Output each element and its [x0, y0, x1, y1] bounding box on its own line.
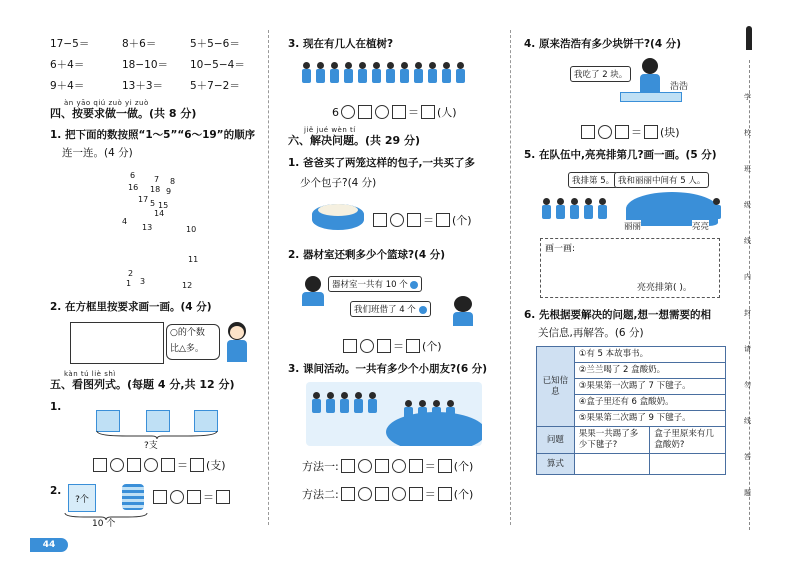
q6-3-text: 3. 课间活动。一共有多少个小朋友?(6 分) [288, 363, 488, 375]
binding-char: 请 [744, 345, 751, 353]
bowl-stack-illustration [122, 484, 144, 510]
binding-char: 学 [744, 93, 751, 101]
q4-name: 浩浩 [670, 82, 689, 92]
answer-box[interactable] [438, 459, 452, 473]
steamer-illustration [312, 198, 364, 230]
formula-label: 算式 [537, 454, 575, 475]
answer-box[interactable] [644, 125, 658, 139]
q6-line1: 6. 先根据要解决的问题,想一想需要的相 [524, 309, 711, 321]
q3-equation: 6 ＝ (人) [332, 105, 457, 119]
drawing-box[interactable] [70, 322, 164, 364]
q4-bubble: 我吃了 2 块。 [570, 66, 631, 82]
answer-box[interactable] [190, 458, 204, 472]
answer-box[interactable] [127, 458, 141, 472]
q6-2-bubble-2: 我们班借了 4 个 [350, 301, 431, 317]
q5-name-liangliang: 亮亮 [692, 222, 710, 232]
answer-box[interactable] [421, 105, 435, 119]
answer-box[interactable] [187, 490, 201, 504]
q3-text: 3. 现在有几人在植树? [288, 38, 394, 50]
q1-line2: 连一连。(4 分) [62, 147, 133, 159]
q5-2-label: ?个 [75, 494, 89, 505]
answer-box[interactable] [438, 487, 452, 501]
operator-circle[interactable] [144, 458, 158, 472]
info-item-4: ④盒子里还有 6 盒酸奶。 [574, 395, 725, 411]
column-right [520, 0, 735, 530]
unit-label: (个) [453, 488, 474, 501]
rocket-icon [746, 26, 752, 50]
operator-circle[interactable] [358, 487, 372, 501]
column-left: 17−5＝ 8＋6＝ 5＋5−6＝ 6＋4＝ 18−10＝ 10−5−4＝ 9＋4＝ 13＋3＝ 5＋7−2＝ àn yāo qiú zuò yi zuò 四、按要求做一做。(共 8 分) 1. 把下面的数按照“1～5”“6～19”的顺序 连一连。(4 分) 6 7 8 18 9 16 17 15 5 14 4 13 10 11 2 3 1 12 2. 在方框里按要求画一画。(4 分) ○的个数 比△多。 kàn tú liè shì 五、看图列式。(每题 4 分,共 12 分) 1. ?支 ＝ (支) 2. ?个 ＝ 10 个 [50, 38, 256, 529]
dot-7[interactable]: 7 [154, 175, 160, 184]
operator-circle[interactable] [110, 458, 124, 472]
info-item-3: ③果果第一次踢了 7 下毽子。 [574, 379, 725, 395]
operator-circle[interactable] [390, 213, 404, 227]
operator-circle[interactable] [170, 490, 184, 504]
answer-box[interactable] [216, 490, 230, 504]
q5-1-equation: ＝ (支) [92, 457, 226, 473]
binding-strip [738, 0, 800, 566]
drawing-area[interactable] [540, 238, 720, 298]
info-table [536, 346, 726, 475]
answer-line[interactable]: 亮亮排第( )。 [637, 283, 692, 293]
operator-circle[interactable] [360, 339, 374, 353]
dot-13[interactable]: 13 [142, 223, 153, 232]
answer-box[interactable] [407, 213, 421, 227]
answer-box[interactable] [406, 339, 420, 353]
q5-2-total: 10 个 [92, 519, 116, 529]
q6-1-line1: 1. 爸爸买了两笼这样的包子,一共买了多 [288, 157, 475, 169]
formula-cell-1[interactable] [574, 454, 650, 475]
binding-char: 封 [744, 309, 751, 317]
q6-line2: 关信息,再解答。(6 分) [538, 327, 644, 339]
unit-label: (个) [422, 340, 442, 353]
column-divider [510, 30, 511, 525]
section-4-pinyin: àn yāo qiú zuò yi zuò [64, 99, 149, 107]
dot-4[interactable]: 4 [122, 217, 128, 226]
section-4-title: 四、按要求做一做。(共 8 分) [50, 107, 197, 120]
unit-label: (个) [453, 460, 474, 473]
dot-16[interactable]: 16 [128, 183, 139, 192]
q5-1-label: ?支 [144, 441, 158, 451]
operator-circle[interactable] [392, 487, 406, 501]
playground-illustration [306, 382, 482, 446]
hint-line-1: ○的个数 [170, 328, 205, 338]
info-label: 已知信息 [537, 347, 575, 427]
girl-2-illustration [452, 296, 474, 326]
unit-label: (支) [206, 459, 226, 472]
q6-1-line2: 少个包子?(4 分) [300, 177, 377, 189]
q4-equation: ＝ (块) [580, 124, 680, 140]
dot-14[interactable]: 14 [154, 209, 165, 218]
section-5-title: 五、看图列式。(每题 4 分,共 12 分) [50, 378, 235, 391]
q6-2-equation: ＝ (个) [342, 338, 442, 354]
dot-8[interactable]: 8 [170, 177, 176, 186]
q6-1-equation: ＝ (个) [372, 212, 472, 228]
unit-label: (块) [660, 126, 680, 139]
dot-1[interactable]: 1 [126, 279, 132, 288]
answer-box[interactable] [392, 105, 406, 119]
dot-12[interactable]: 12 [182, 281, 193, 290]
answer-box[interactable] [377, 339, 391, 353]
column-middle [280, 0, 500, 530]
given-number: 6 [332, 105, 339, 119]
info-item-1: ①有 5 本故事书。 [574, 347, 725, 363]
q6-2-text: 2. 器材室还剩多少个篮球?(4 分) [288, 249, 446, 261]
unit-label: (个) [452, 214, 472, 227]
binding-char: 题 [744, 489, 751, 497]
answer-box[interactable] [581, 125, 595, 139]
answer-box[interactable] [615, 125, 629, 139]
draw-label: 画一画: [545, 244, 576, 254]
dot-puzzle[interactable] [114, 165, 234, 295]
dot-5[interactable]: 5 [150, 199, 156, 208]
answer-box[interactable] [409, 487, 423, 501]
planting-kids-illustration [300, 62, 466, 86]
problem-label: 问题 [537, 427, 575, 454]
answer-box[interactable] [436, 213, 450, 227]
answer-box[interactable] [93, 458, 107, 472]
section-6-pinyin: jiě jué wèn tí [304, 126, 356, 134]
basketball-icon [410, 281, 418, 289]
operator-circle[interactable] [358, 459, 372, 473]
q5-name-lili: 丽丽 [624, 222, 642, 232]
answer-box[interactable] [341, 459, 355, 473]
hint-line-2: 比△多。 [170, 344, 204, 354]
binding-char: 线 [744, 417, 751, 425]
page-number-badge [30, 538, 68, 552]
q5-2-number: 2. [50, 485, 62, 497]
q6-2-bubble-1: 器材室一共有 10 个 [328, 276, 422, 292]
column-divider [268, 30, 269, 525]
dot-6[interactable]: 6 [130, 171, 136, 180]
operator-circle[interactable] [341, 105, 355, 119]
binding-char: 答 [744, 453, 751, 461]
q5-bubble-1: 我排第 5。 [568, 172, 618, 188]
q1-line1: 1. 把下面的数按照“1～5”“6～19”的顺序 [50, 129, 256, 141]
info-item-2: ②兰兰喝了 2 盒酸奶。 [574, 363, 725, 379]
q5-bubble-2: 我和丽丽中间有 5 人。 [614, 172, 709, 188]
section-5-pinyin: kàn tú liè shì [64, 370, 116, 378]
dot-15[interactable]: 15 [158, 201, 169, 210]
answer-box[interactable] [375, 459, 389, 473]
dot-10[interactable]: 10 [186, 225, 197, 234]
binding-char: 线 [744, 237, 751, 245]
operator-circle[interactable] [375, 105, 389, 119]
answer-box[interactable] [375, 487, 389, 501]
pencil-cups [96, 404, 216, 430]
q5-text: 5. 在队伍中,亮亮排第几?画一画。(5 分) [524, 149, 717, 161]
boy-illustration [302, 276, 324, 306]
answer-box[interactable] [409, 459, 423, 473]
answer-box[interactable] [343, 339, 357, 353]
q5-1-number: 1. [50, 401, 62, 413]
problem-1: 果果一共踢了多少下毽子? [574, 427, 650, 454]
problem-2: 盒子里原来有几盒酸奶? [650, 427, 726, 454]
girl-illustration [224, 322, 250, 364]
dot-9[interactable]: 9 [166, 187, 172, 196]
binding-char: 内 [744, 273, 751, 281]
answer-box[interactable] [358, 105, 372, 119]
box-illustration [68, 484, 96, 512]
dot-17[interactable]: 17 [138, 195, 149, 204]
q5-2-equation: ＝ [152, 489, 231, 505]
answer-box[interactable] [153, 490, 167, 504]
page-number: 44 [42, 540, 56, 550]
q2-text: 2. 在方框里按要求画一画。(4 分) [50, 301, 212, 313]
dot-11[interactable]: 11 [188, 255, 199, 264]
unit-label: (人) [437, 106, 457, 119]
answer-box[interactable] [373, 213, 387, 227]
operator-circle[interactable] [392, 459, 406, 473]
method-2-label: 方法二: [302, 488, 339, 501]
binding-char: 班 [744, 165, 751, 173]
formula-cell-2[interactable] [650, 454, 726, 475]
dot-2[interactable]: 2 [128, 269, 134, 278]
method-1-label: 方法一: [302, 460, 339, 473]
hint-bubble [166, 324, 220, 360]
dot-3[interactable]: 3 [140, 277, 146, 286]
method-2-equation: 方法二: ＝ (个) [302, 488, 474, 501]
q4-text: 4. 原来浩浩有多少块饼干?(4 分) [524, 38, 682, 50]
binding-char: 勿 [744, 381, 751, 389]
operator-circle[interactable] [598, 125, 612, 139]
binding-char: 校 [744, 129, 751, 137]
dot-18[interactable]: 18 [150, 185, 161, 194]
section-6-title: 六、解决问题。(共 29 分) [288, 134, 421, 147]
answer-box[interactable] [161, 458, 175, 472]
binding-char: 级 [744, 201, 751, 209]
method-1-equation: 方法一: ＝ (个) [302, 460, 474, 473]
info-item-5: ⑤果果第二次踢了 9 下毽子。 [574, 411, 725, 427]
basketball-icon [419, 306, 427, 314]
answer-box[interactable] [341, 487, 355, 501]
